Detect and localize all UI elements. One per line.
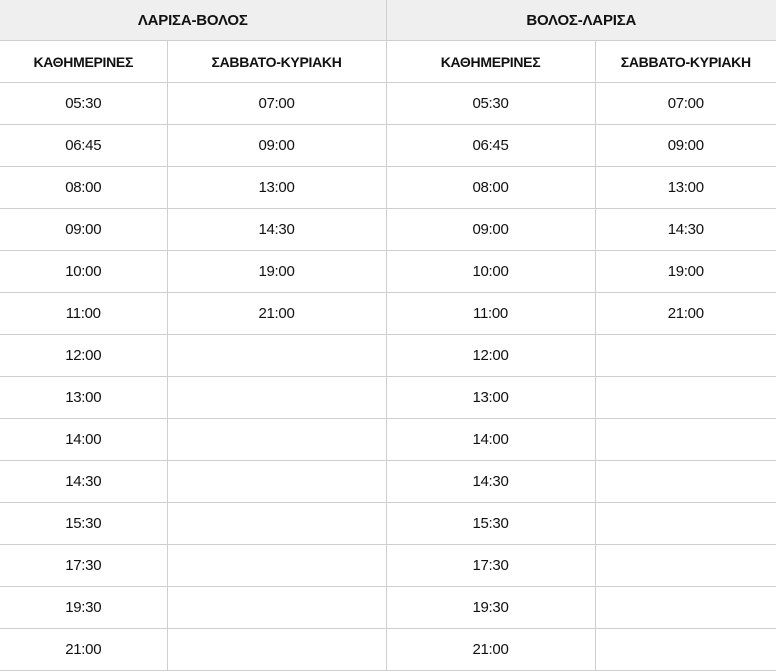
departure-time-larisa-volos-weekday: 15:30 [0, 503, 167, 545]
departure-time-volos-larisa-weekday: 08:00 [386, 167, 595, 209]
departure-time-volos-larisa-weekend: 13:00 [595, 167, 776, 209]
timetable-body [0, 83, 776, 671]
departure-time-volos-larisa-weekday: 14:30 [386, 461, 595, 503]
departure-time-volos-larisa-weekend: 21:00 [595, 293, 776, 335]
table-row [0, 209, 776, 251]
empty-cell [595, 629, 776, 671]
empty-cell [167, 587, 386, 629]
departure-time-volos-larisa-weekday: 11:00 [386, 293, 595, 335]
departure-time-volos-larisa-weekday: 05:30 [386, 83, 595, 125]
empty-cell [595, 545, 776, 587]
table-row [0, 83, 776, 125]
weekend-header: ΣΑΒΒΑΤΟ-ΚΥΡΙΑΚΗ [595, 41, 776, 83]
departure-time-larisa-volos-weekday: 13:00 [0, 377, 167, 419]
departure-time-volos-larisa-weekday: 13:00 [386, 377, 595, 419]
route-header-row [0, 0, 776, 41]
route-title-larisa-volos: ΛΑΡΙΣΑ-ΒΟΛΟΣ [0, 0, 386, 41]
empty-cell [595, 503, 776, 545]
empty-cell [167, 377, 386, 419]
empty-cell [167, 461, 386, 503]
empty-cell [595, 335, 776, 377]
empty-cell [595, 419, 776, 461]
table-row [0, 461, 776, 503]
empty-cell [595, 377, 776, 419]
departure-time-volos-larisa-weekday: 14:00 [386, 419, 595, 461]
departure-time-larisa-volos-weekday: 05:30 [0, 83, 167, 125]
departure-time-volos-larisa-weekday: 21:00 [386, 629, 595, 671]
departure-time-larisa-volos-weekend: 07:00 [167, 83, 386, 125]
departure-time-larisa-volos-weekday: 21:00 [0, 629, 167, 671]
departure-time-larisa-volos-weekday: 14:30 [0, 461, 167, 503]
empty-cell [167, 335, 386, 377]
empty-cell [595, 587, 776, 629]
table-row [0, 587, 776, 629]
departure-time-larisa-volos-weekend: 19:00 [167, 251, 386, 293]
weekday-header: ΚΑΘΗΜΕΡΙΝΕΣ [386, 41, 595, 83]
table-row [0, 419, 776, 461]
departure-time-larisa-volos-weekend: 09:00 [167, 125, 386, 167]
empty-cell [167, 629, 386, 671]
departure-time-larisa-volos-weekday: 10:00 [0, 251, 167, 293]
departure-time-larisa-volos-weekend: 21:00 [167, 293, 386, 335]
route-title-volos-larisa: ΒΟΛΟΣ-ΛΑΡΙΣΑ [386, 0, 776, 41]
departure-time-volos-larisa-weekday: 06:45 [386, 125, 595, 167]
day-type-header-row [0, 41, 776, 83]
empty-cell [167, 419, 386, 461]
table-row [0, 167, 776, 209]
weekend-header: ΣΑΒΒΑΤΟ-ΚΥΡΙΑΚΗ [167, 41, 386, 83]
departure-time-volos-larisa-weekday: 09:00 [386, 209, 595, 251]
departure-time-larisa-volos-weekday: 06:45 [0, 125, 167, 167]
departure-time-volos-larisa-weekday: 19:30 [386, 587, 595, 629]
departure-time-volos-larisa-weekend: 19:00 [595, 251, 776, 293]
departure-time-volos-larisa-weekend: 07:00 [595, 83, 776, 125]
departure-time-larisa-volos-weekend: 14:30 [167, 209, 386, 251]
departure-time-larisa-volos-weekday: 12:00 [0, 335, 167, 377]
table-row [0, 293, 776, 335]
departure-time-volos-larisa-weekday: 12:00 [386, 335, 595, 377]
departure-time-larisa-volos-weekend: 13:00 [167, 167, 386, 209]
empty-cell [167, 545, 386, 587]
table-row [0, 629, 776, 671]
departure-time-volos-larisa-weekday: 15:30 [386, 503, 595, 545]
departure-time-larisa-volos-weekday: 09:00 [0, 209, 167, 251]
table-row [0, 503, 776, 545]
departure-time-larisa-volos-weekday: 14:00 [0, 419, 167, 461]
departure-time-larisa-volos-weekday: 11:00 [0, 293, 167, 335]
table-row [0, 335, 776, 377]
departure-time-volos-larisa-weekend: 09:00 [595, 125, 776, 167]
weekday-header: ΚΑΘΗΜΕΡΙΝΕΣ [0, 41, 167, 83]
empty-cell [595, 461, 776, 503]
empty-cell [167, 503, 386, 545]
departure-time-larisa-volos-weekday: 17:30 [0, 545, 167, 587]
table-row [0, 251, 776, 293]
departure-time-volos-larisa-weekday: 17:30 [386, 545, 595, 587]
table-row [0, 545, 776, 587]
departure-time-larisa-volos-weekday: 19:30 [0, 587, 167, 629]
table-row [0, 377, 776, 419]
table-row [0, 125, 776, 167]
departure-time-volos-larisa-weekday: 10:00 [386, 251, 595, 293]
departure-time-larisa-volos-weekday: 08:00 [0, 167, 167, 209]
departure-time-volos-larisa-weekend: 14:30 [595, 209, 776, 251]
